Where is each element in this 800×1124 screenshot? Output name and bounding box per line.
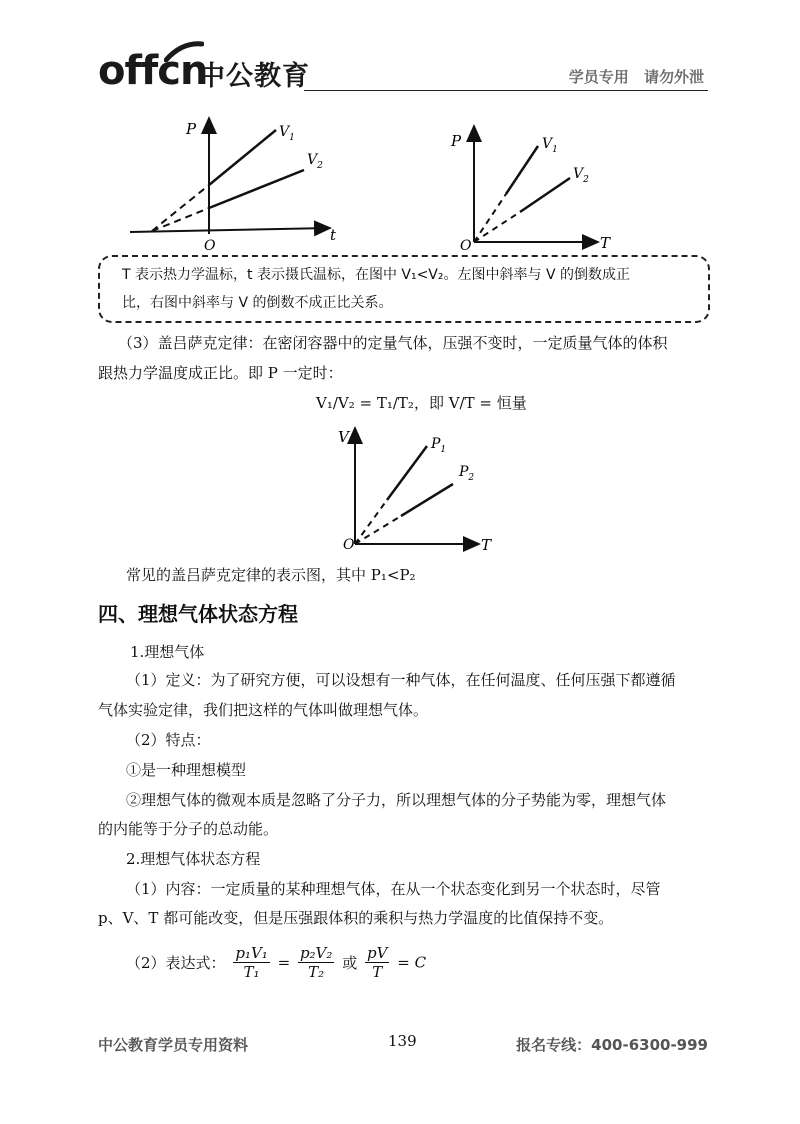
T-axis-label: T: [481, 536, 492, 554]
figure-caption: 常见的盖吕萨克定律的表示图，其中 P₁<P₂: [126, 566, 416, 584]
v2-line: [520, 178, 570, 212]
section3-line2: 跟热力学温度成正比。即 P 一定时：: [98, 364, 343, 382]
origin-label: O: [343, 537, 355, 553]
figure-p-T-graph: [448, 118, 623, 253]
feature-2-line2: 的内能等于分子的总动能。: [98, 820, 279, 838]
v1-line: [209, 130, 276, 185]
fraction-general: $\frac{pV}{T}$: [366, 944, 388, 981]
footer-left: 中公教育学员专用资料: [98, 1036, 249, 1054]
offcn-logo: [98, 40, 313, 98]
item-state-equation: 2.理想气体状态方程: [126, 850, 261, 868]
p1-line: [387, 446, 427, 500]
header-tags: [569, 66, 704, 87]
section3-formula: V₁/V₂ = T₁/T₂，即 V/T = 恒量: [316, 394, 527, 412]
state-equation-expression: （2）表达式： $\frac{\text{p₁V₁}}{\text{T₁}}$ = $\frac{\text{p₂V₂}}{\text{T₂}}$ 或 $\frac{pV}{T}$ = C: [126, 944, 427, 981]
p2-label: $P_2$: [459, 464, 475, 483]
p1-label: $P_1$: [431, 436, 447, 455]
fraction-state-2: $\frac{\text{p₂V₂}}{\text{T₂}}$: [299, 944, 333, 981]
feature-2-line1: ②理想气体的微观本质是忽略了分子力，所以理想气体的分子势能为零，理想气体: [126, 791, 667, 809]
header-tag-no-leak: 请勿外泄: [643, 68, 704, 86]
section3-line1: （3）盖吕萨克定律：在密闭容器中的定量气体，压强不变时，一定质量气体的体积: [118, 334, 668, 352]
header-rule: [304, 90, 708, 91]
v2-label: $V_2$: [307, 152, 323, 171]
fraction-state-1: $\frac{\text{p₁V₁}}{\text{T₁}}$: [235, 944, 268, 981]
note-line-2: 比，右图中斜率与 V 的倒数不成正比关系。: [122, 295, 393, 311]
item-ideal-gas: 1.理想气体: [130, 643, 205, 661]
content-line1: （1）内容：一定质量的某种理想气体，在从一个状态变化到另一个状态时，尽管: [126, 880, 661, 898]
origin-label: O: [204, 238, 216, 254]
figure-p-t-graph: [118, 108, 348, 258]
logo-latin: offcn: [98, 48, 208, 94]
note-box: [98, 255, 710, 323]
definition-line2: 气体实验定律，我们把这样的气体叫做理想气体。: [98, 701, 429, 719]
p2-extrapolation: [355, 516, 401, 544]
T-axis-label: T: [600, 234, 611, 252]
v2-line: [209, 170, 304, 208]
v-axis-label: V: [338, 428, 349, 446]
page-number: 139: [388, 1032, 417, 1050]
v1-extrapolation: [474, 194, 506, 242]
t-axis-label: t: [330, 226, 337, 244]
expression-label: （2）表达式：: [126, 954, 226, 972]
figure-v-T-graph: [335, 420, 495, 555]
header-tag-students-only: 学员专用: [568, 68, 629, 86]
logo-chinese: 中公教育: [198, 61, 310, 92]
v1-extrapolation: [152, 185, 209, 231]
expression-constant: C: [414, 953, 427, 972]
p-axis-label: P: [451, 132, 462, 150]
v2-extrapolation: [474, 212, 520, 242]
expression-or: 或: [342, 954, 358, 972]
v1-label: $V_1$: [279, 124, 295, 143]
p-axis-label: P: [186, 120, 197, 138]
content-line2: p、V、T 都可能改变，但是压强跟体积的乘积与热力学温度的比值保持不变。: [98, 909, 614, 927]
v1-label: $V_1$: [542, 136, 558, 155]
features-title: （2）特点：: [126, 731, 211, 749]
definition-line1: （1）定义：为了研究方便，可以设想有一种气体，在任何温度、任何压强下都遵循: [126, 671, 676, 689]
note-line-1: T 表示热力学温标，t 表示摄氏温标，在图中 V₁<V₂。左图中斜率与 V 的倒数成正: [122, 267, 630, 283]
t-axis: [130, 228, 330, 232]
v2-extrapolation: [152, 208, 209, 231]
p1-extrapolation: [355, 500, 387, 544]
note-text: [122, 261, 702, 317]
p2-line: [401, 484, 453, 516]
feature-1: ①是一种理想模型: [126, 761, 247, 779]
origin-label: O: [460, 238, 472, 253]
v2-label: $V_2$: [573, 166, 589, 185]
footer-right: 报名专线：400-6300-999: [516, 1036, 708, 1054]
logo-swoosh-icon: [164, 40, 204, 62]
v1-line: [506, 146, 538, 194]
section-heading: 四、理想气体状态方程: [98, 602, 298, 626]
